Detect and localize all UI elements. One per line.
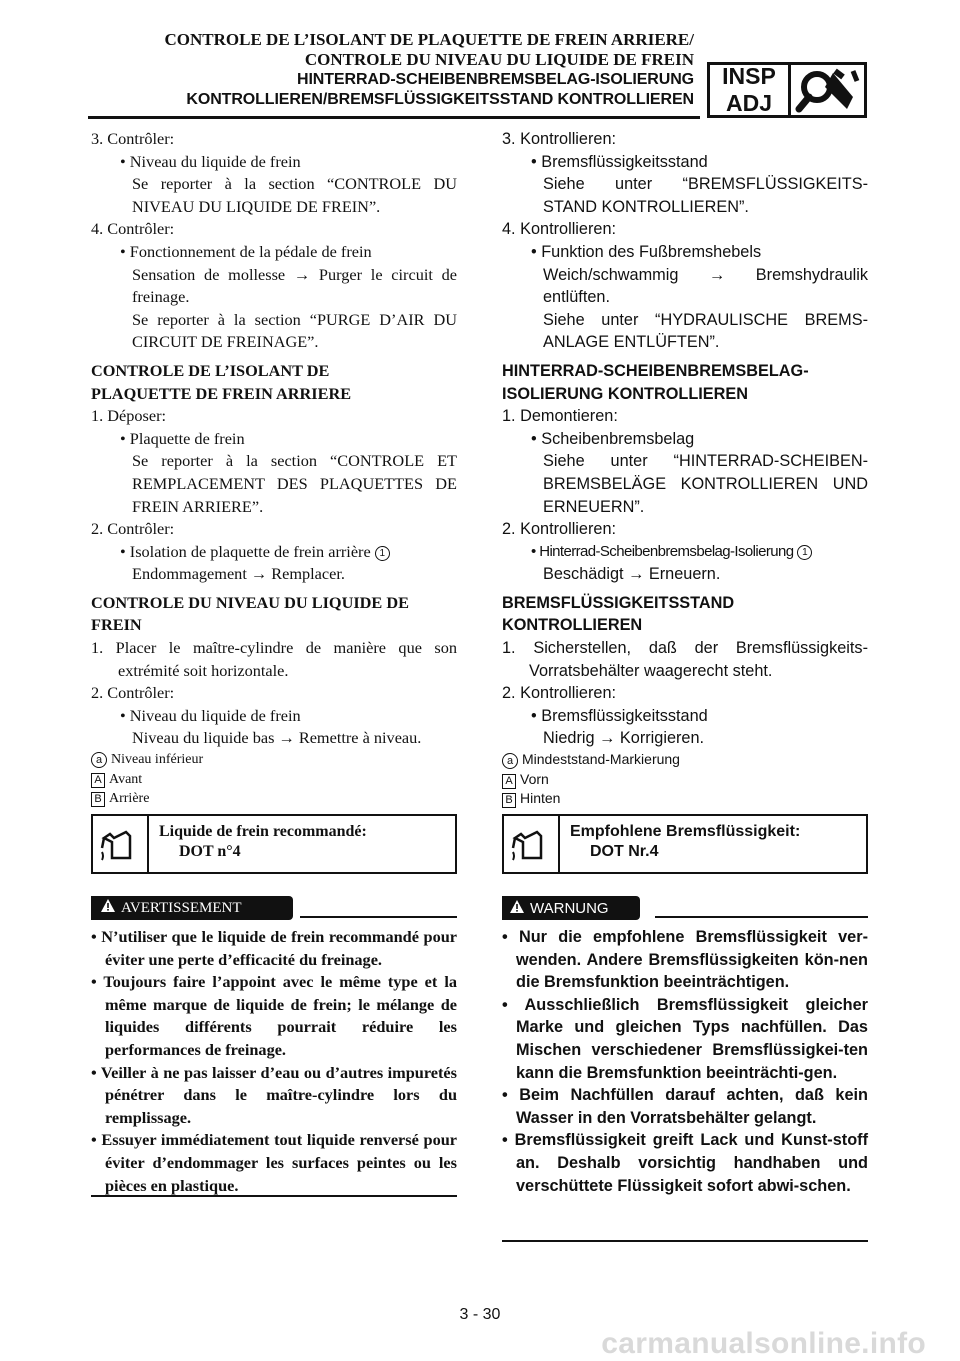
de-step-4: 4. Kontrollieren: (502, 220, 617, 239)
warning-triangle-icon (101, 899, 115, 917)
de-b-step-2-item: • Bremsflüssigkeitsstand (531, 706, 708, 725)
fr-b-step-1: 1. Placer le maître-cylindre de manière que son extrémité soit horizontale. (91, 638, 457, 680)
de-warning-list (502, 926, 868, 1197)
header-line-4: KONTROLLIEREN/BREMSFLÜSSIGKEITSSTAND KONTROLLIEREN (186, 91, 694, 108)
page-number: 3 - 30 (459, 1306, 501, 1323)
site-watermark: carmanualsonline.info (601, 1327, 926, 1360)
de-b-step-2-action: Niedrig → Korrigieren. (543, 729, 705, 748)
fr-b-step-2: 2. Contrôler: (91, 683, 175, 703)
fr-heading-insulator: CONTROLE DE L’ISOLANT DE PLAQUETTE DE FREIN ARRIERE (91, 360, 352, 403)
callout-1: 1 (797, 545, 812, 560)
de-a-step-1-ref: Siehe unter “HINTERRAD-SCHEIBEN-BREMSBELÄGE KONTROLLIEREN UND ERNEUERN”. (543, 452, 868, 516)
fr-spec-value: DOT n°4 (179, 843, 241, 860)
de-a-step-2: 2. Kontrollieren: (502, 520, 617, 539)
de-step-4-ref: Siehe unter “HYDRAULISCHE BREMS-ANLAGE ENTLÜFTEN”. (543, 310, 868, 352)
de-warning-label: WARNUNG (530, 899, 609, 917)
fr-a-step-2: 2. Contrôler: (91, 519, 175, 539)
de-warning-item: • Beim Nachfüllen darauf achten, daß kein Wasser in den Vorratsbehälter gelangt. (502, 1086, 868, 1127)
de-legend: a Mindeststand-Markierung A Vorn B Hinten (502, 750, 868, 809)
fr-warning-rule (300, 916, 457, 918)
fr-b-step-2-item: • Niveau du liquide de frein (120, 705, 301, 725)
de-step-3: 3. Kontrollieren: (502, 130, 617, 148)
de-legend-a: Mindeststand-Markierung (522, 751, 680, 768)
fr-a-step-2-item: • Isolation de plaquette de frein arrière 1 (91, 541, 457, 564)
tools-icon (791, 65, 864, 115)
de-warning-item: • Nur die empfohlene Bremsflüssigkeit ver-wenden. Andere Bremsflüssigkeiten kön-nen die Bremsfunktion beeinträchtigen. (502, 928, 868, 992)
header-line-2: CONTROLE DU NIVEAU DU LIQUIDE DE FREIN (304, 50, 694, 69)
de-spec-value: DOT Nr.4 (590, 843, 659, 860)
de-legend-B: Hinten (520, 790, 561, 807)
fr-spec-box (91, 814, 457, 874)
fr-step-4-action: Sensation de mollesse → Purger le circuit de freinage. (132, 264, 457, 307)
header-rule (88, 116, 700, 119)
de-step-4-item: • Funktion des Fußbremshebels (531, 242, 762, 261)
fr-a-step-1: 1. Déposer: (91, 406, 167, 426)
de-b-step-1: 1. Sicherstellen, daß der Bremsflüssigkeits-Vorratsbehälter waagerecht steht. (502, 639, 868, 680)
fr-warning-item: • Veiller à ne pas laisser d’eau ou d’autres impuretés pénétrer dans le maître-cylindre lors du remplissage. (91, 1062, 457, 1127)
header-line-1: CONTROLE DE L’ISOLANT DE PLAQUETTE DE FREIN ARRIERE/ (164, 30, 694, 49)
de-a-step-1-item: • Scheibenbremsbelag (531, 429, 695, 448)
de-spec-box (502, 814, 868, 874)
fr-warning-item: • Essuyer immédiatement tout liquide renversé pour éviter d’endommager les surfaces peintes ou les pièces en plastique. (91, 1130, 457, 1195)
de-a-step-2-action: Beschädigt → Erneuern. (543, 565, 721, 584)
de-spec-label: Empfohlene Bremsflüssigkeit: (570, 823, 801, 840)
fr-legend-A: Avant (109, 771, 143, 787)
de-warning-item: • Ausschließlich Bremsflüssigkeit gleicher Marke und gleichen Typs nachfüllen. Das Mischen verschiedener Bremsflüssigkei-ten kann die Bremsfunktion beeinträchti-gen. (502, 995, 868, 1082)
fr-warning-list (91, 926, 457, 1197)
callout-1: 1 (375, 546, 390, 561)
fr-a-step-1-ref: Se reporter à la section “CONTROLE ET REMPLACEMENT DES PLAQUETTES DE FREIN ARRIERE”. (132, 451, 457, 516)
fr-spec-label: Liquide de frein recommandé: (159, 823, 367, 840)
fr-legend: a Niveau inférieur A Avant B Arrière (91, 750, 457, 809)
french-column (91, 128, 457, 809)
oil-can-icon (504, 816, 560, 872)
fr-legend-a: Niveau inférieur (111, 752, 204, 768)
fr-warning-header (91, 896, 293, 920)
header-title (90, 30, 694, 110)
fr-a-step-2-action: Endommagement → Remplacer. (132, 564, 345, 584)
fr-step-3-item: • Niveau du liquide de frein (120, 151, 301, 171)
de-legend-A: Vorn (520, 770, 549, 787)
fr-step-4-ref: Se reporter à la section “PURGE D’AIR DU CIRCUIT DE FREINAGE”. (132, 309, 457, 352)
de-warning-header (502, 896, 640, 920)
de-heading-fluid: BREMSFLÜSSIGKEITSSTAND KONTROLLIEREN (502, 593, 735, 635)
de-warning-end-rule (502, 1240, 868, 1242)
de-a-step-2-item: • Hinterrad-Scheibenbremsbelag-Isolierung 1 (502, 541, 868, 564)
de-step-3-ref: Siehe unter “BREMSFLÜSSIGKEITS-STAND KONTROLLIEREN”. (543, 175, 868, 216)
fr-step-3-ref: Se reporter à la section “CONTROLE DU NIVEAU DU LIQUIDE DE FREIN”. (132, 174, 457, 216)
fr-warning-item: • N’utiliser que le liquide de frein recommandé pour éviter une perte d’efficacité du freinage. (91, 927, 457, 969)
fr-step-4: 4. Contrôler: (91, 219, 175, 239)
header-line-3: HINTERRAD-SCHEIBENBREMSBELAG-ISOLIERUNG (297, 71, 694, 88)
de-b-step-2: 2. Kontrollieren: (502, 684, 617, 703)
insp-adj-badge (707, 62, 867, 118)
fr-step-4-item: • Fonctionnement de la pédale de frein (120, 241, 372, 261)
fr-warning-end-rule (91, 1195, 457, 1197)
badge-adj: ADJ (725, 90, 772, 116)
de-warning-rule (655, 916, 868, 918)
fr-step-3: 3. Contrôler: (91, 129, 175, 148)
badge-insp: INSP (722, 63, 776, 89)
fr-b-step-2-action: Niveau du liquide bas → Remettre à niveau. (132, 728, 422, 748)
fr-warning-label: AVERTISSEMENT (121, 899, 242, 916)
fr-a-step-1-item: • Plaquette de frein (120, 428, 245, 448)
de-step-4-action: Weich/schwammig → Bremshydraulik entlüften. (543, 265, 868, 307)
warning-triangle-icon (510, 900, 524, 917)
de-heading-insulator: HINTERRAD-SCHEIBENBREMSBELAG-ISOLIERUNG KONTROLLIEREN (502, 361, 809, 403)
de-warning-item: • Bremsflüssigkeit greift Lack und Kunst-stoff an. Deshalb vorsichtig handhaben und verschüttete Flüssigkeit sofort abwi-schen. (502, 1131, 868, 1195)
oil-can-icon (93, 816, 149, 872)
fr-legend-B: Arrière (109, 791, 150, 807)
german-column (502, 128, 868, 809)
de-a-step-1: 1. Demontieren: (502, 407, 618, 426)
de-step-3-item: • Bremsflüssigkeitsstand (531, 152, 708, 171)
fr-warning-item: • Toujours faire l’appoint avec le même type et la même marque de liquide de frein; le mélange de liquides différents pourrait réduire les performances de freinage. (91, 972, 457, 1059)
fr-heading-fluid: CONTROLE DU NIVEAU DU LIQUIDE DE FREIN (91, 592, 409, 635)
